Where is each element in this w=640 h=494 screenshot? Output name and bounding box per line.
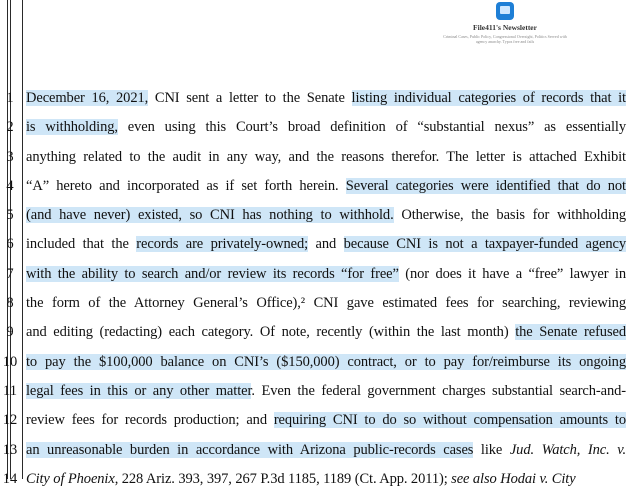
document-line [0, 318, 640, 347]
text-segment: included that the [26, 236, 137, 253]
line-number: 14 [2, 470, 18, 487]
text-segment: and editing (redacting) each category. Of note, recently (within the last month) [26, 324, 516, 341]
line-text [26, 289, 626, 318]
highlighted-text: an unreasonable burden in accordance with Arizona public-records cases [26, 441, 474, 458]
line-text [26, 318, 626, 347]
newsletter-subtitle: Criminal Cases, Public Policy, Congressional Oversight, Politics Served with agency anarchy. Typos free and fails [443, 34, 567, 44]
line-text [26, 230, 626, 259]
document-line [0, 465, 640, 494]
line-number: 6 [6, 236, 14, 253]
highlighted-text: is withholding, [26, 119, 118, 136]
document-line [0, 230, 640, 259]
line-number: 1 [6, 90, 14, 106]
newsletter-watermark [440, 2, 570, 44]
text-segment: like [473, 441, 510, 458]
document-line [0, 377, 640, 406]
line-text [26, 84, 626, 113]
line-number: 5 [6, 207, 14, 224]
line-text [26, 348, 626, 377]
document-line [0, 260, 640, 289]
text-segment: CNI sent a letter to the Senate [148, 90, 352, 106]
newsletter-icon [496, 2, 514, 20]
line-text [26, 113, 626, 142]
document-line [0, 84, 640, 113]
text-segment: Otherwise, the basis for withholding [393, 207, 626, 224]
highlighted-text: the Senate refused [515, 324, 626, 341]
line-number: 2 [6, 119, 14, 136]
highlighted-text: with the ability to search and/or review its records “for free” [26, 265, 399, 282]
line-number: 11 [3, 382, 17, 399]
text-segment: , 228 Ariz. 393, 397, 267 P.3d 1185, 1189 (Ct. App. 2011); [114, 470, 452, 487]
line-text [26, 436, 626, 465]
italic-citation: see also Hodai v. City [451, 470, 576, 487]
highlighted-text: Several categories were identified that do not [345, 177, 626, 194]
newsletter-title: File411's Newsletter [473, 23, 537, 32]
document-line [0, 348, 640, 377]
line-text [26, 406, 626, 435]
line-number: 4 [6, 177, 14, 194]
text-segment: and [308, 236, 344, 253]
highlighted-text: to pay the $100,000 balance on CNI’s ($150,000) contract, or to pay for/reimburse its ongoing [26, 353, 626, 370]
highlighted-text: requiring CNI to do so without compensation amounts to [273, 412, 626, 429]
line-text [26, 465, 626, 494]
line-text [26, 143, 626, 172]
text-segment: . Even the federal government charges substantial search-and- [251, 382, 626, 399]
text-segment: even using this Court’s broad definition of “substantial nexus” as essentially [117, 119, 626, 136]
text-segment: anything related to the audit in any way, and the reasons therefor. The letter is attached Exhibit [26, 148, 626, 165]
italic-citation: City of Phoenix [26, 470, 115, 487]
italic-citation: Jud. Watch, Inc. v. [509, 441, 626, 458]
document-line [0, 436, 640, 465]
document-line [0, 289, 640, 318]
text-segment: the form of the Attorney General’s Office),² CNI gave estimated fees for searching, reviewing [26, 295, 626, 312]
text-segment: review fees for records production; and [26, 412, 274, 429]
highlighted-text: because CNI is not a taxpayer-funded agency [343, 236, 627, 253]
line-text [26, 377, 626, 406]
line-text [26, 260, 626, 289]
line-number: 10 [2, 353, 18, 370]
document-line [0, 113, 640, 142]
line-number: 3 [6, 148, 14, 165]
line-number: 12 [2, 412, 18, 429]
document-line [0, 172, 640, 201]
line-number: 9 [6, 324, 14, 341]
line-text [26, 201, 626, 230]
line-number: 13 [2, 441, 18, 458]
highlighted-text: (and have never) existed, so CNI has nothing to withhold. [26, 207, 394, 224]
document-line [0, 201, 640, 230]
line-number: 8 [6, 295, 14, 312]
document-body [0, 84, 640, 494]
highlighted-text: legal fees in this or any other matter [26, 382, 252, 399]
highlighted-text: December 16, 2021, [26, 90, 149, 106]
text-segment: “A” hereto and incorporated as if set forth herein. [26, 177, 346, 194]
highlighted-text: listing individual categories of records that it [351, 90, 626, 106]
document-line [0, 143, 640, 172]
line-number: 7 [6, 265, 14, 282]
text-segment: (nor does it have a “free” lawyer in [398, 265, 626, 282]
highlighted-text: records are privately-owned; [136, 236, 309, 253]
document-line [0, 406, 640, 435]
line-text [26, 172, 626, 201]
